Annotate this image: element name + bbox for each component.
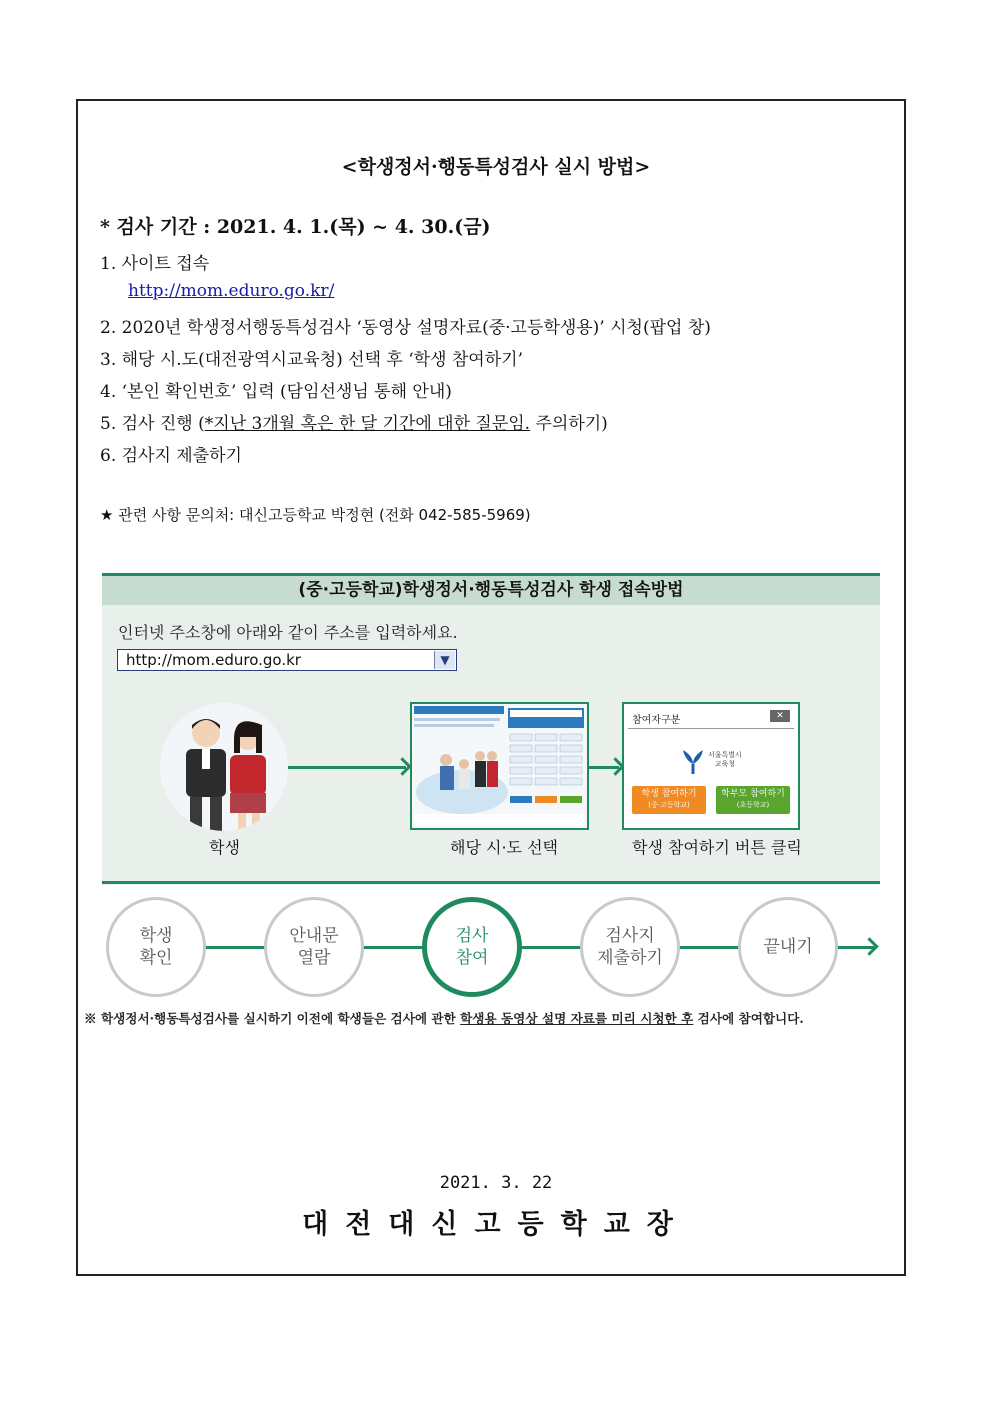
step-5: 5. 검사 진행 (*지난 3개월 혹은 한 달 기간에 대한 질문임. 주의하기) [100, 414, 608, 434]
page-title: <학생정서·행동특성검사 실시 방법> [341, 156, 651, 178]
issue-date: 2021. 3. 22 [439, 1173, 553, 1193]
flow-step-4: 검사지 제출하기 [580, 897, 680, 997]
parent-participate-button[interactable]: 학부모 참여하기 (초등학교) [716, 786, 790, 814]
step-3: 3. 해당 시.도(대전광역시교육청) 선택 후 ‘학생 참여하기’ [100, 350, 523, 370]
address-bar[interactable] [117, 649, 457, 671]
popup-divider [628, 728, 794, 729]
caption-region: 해당 시·도 선택 [450, 838, 558, 857]
step-1: 1. 사이트 접속 [100, 254, 210, 274]
site-link[interactable]: http://mom.eduro.go.kr/ [128, 281, 335, 301]
participant-popup-screenshot [622, 702, 800, 830]
step-2: 2. 2020년 학생정서행동특성검사 ‘동영상 설명자료(중·고등학생용)’ 시청(팝업 창) [100, 318, 711, 338]
flow-step-1: 학생 확인 [106, 897, 206, 997]
chevron-down-icon[interactable]: ▼ [434, 651, 455, 669]
guide-bottom-rule [102, 881, 880, 884]
arrow-right-icon [844, 946, 874, 949]
step-6: 6. 검사지 제출하기 [100, 446, 242, 466]
school-signature: 대전대신고등학교장 [302, 1209, 690, 1240]
address-bar-url: http://mom.eduro.go.kr [126, 651, 301, 669]
popup-title: 참여자구분 [632, 715, 681, 726]
flow-step-3: 검사 참여 [422, 897, 522, 997]
step-4: 4. ‘본인 확인번호’ 입력 (담임선생님 통해 안내) [100, 382, 452, 402]
region-select-screenshot [410, 702, 589, 830]
flow-step-2: 안내문 열람 [264, 897, 364, 997]
caption-button: 학생 참여하기 버튼 클릭 [632, 838, 802, 857]
arrow-right-icon [288, 766, 406, 769]
test-period: * 검사 기간 : 2021. 4. 1.(목) ~ 4. 30.(금) [100, 216, 491, 238]
arrow-right-icon [589, 766, 619, 769]
contact-info: ★ 관련 사항 문의처: 대신고등학교 박정현 (전화 042-585-5969) [100, 506, 531, 524]
flow-step-5: 끝내기 [738, 897, 838, 997]
footnote: ※ 학생정서·행동특성검사를 실시하기 이전에 학생들은 검사에 관한 학생용 동영상 설명 자료를 미리 시청한 후 검사에 참여합니다. [84, 1011, 804, 1026]
caption-student: 학생 [209, 838, 240, 857]
close-icon[interactable]: ✕ [770, 710, 790, 722]
seoul-edu-logo-icon [680, 746, 706, 776]
org-name: 서울특별시 교육청 [708, 751, 742, 768]
guide-instruction: 인터넷 주소창에 아래와 같이 주소를 입력하세요. [118, 623, 458, 642]
student-participate-button[interactable]: 학생 참여하기 (중·고등학교) [632, 786, 706, 814]
guide-heading: (중·고등학교)학생정서·행동특성검사 학생 접속방법 [102, 573, 880, 605]
access-guide-panel [102, 573, 880, 885]
students-image [160, 703, 288, 831]
